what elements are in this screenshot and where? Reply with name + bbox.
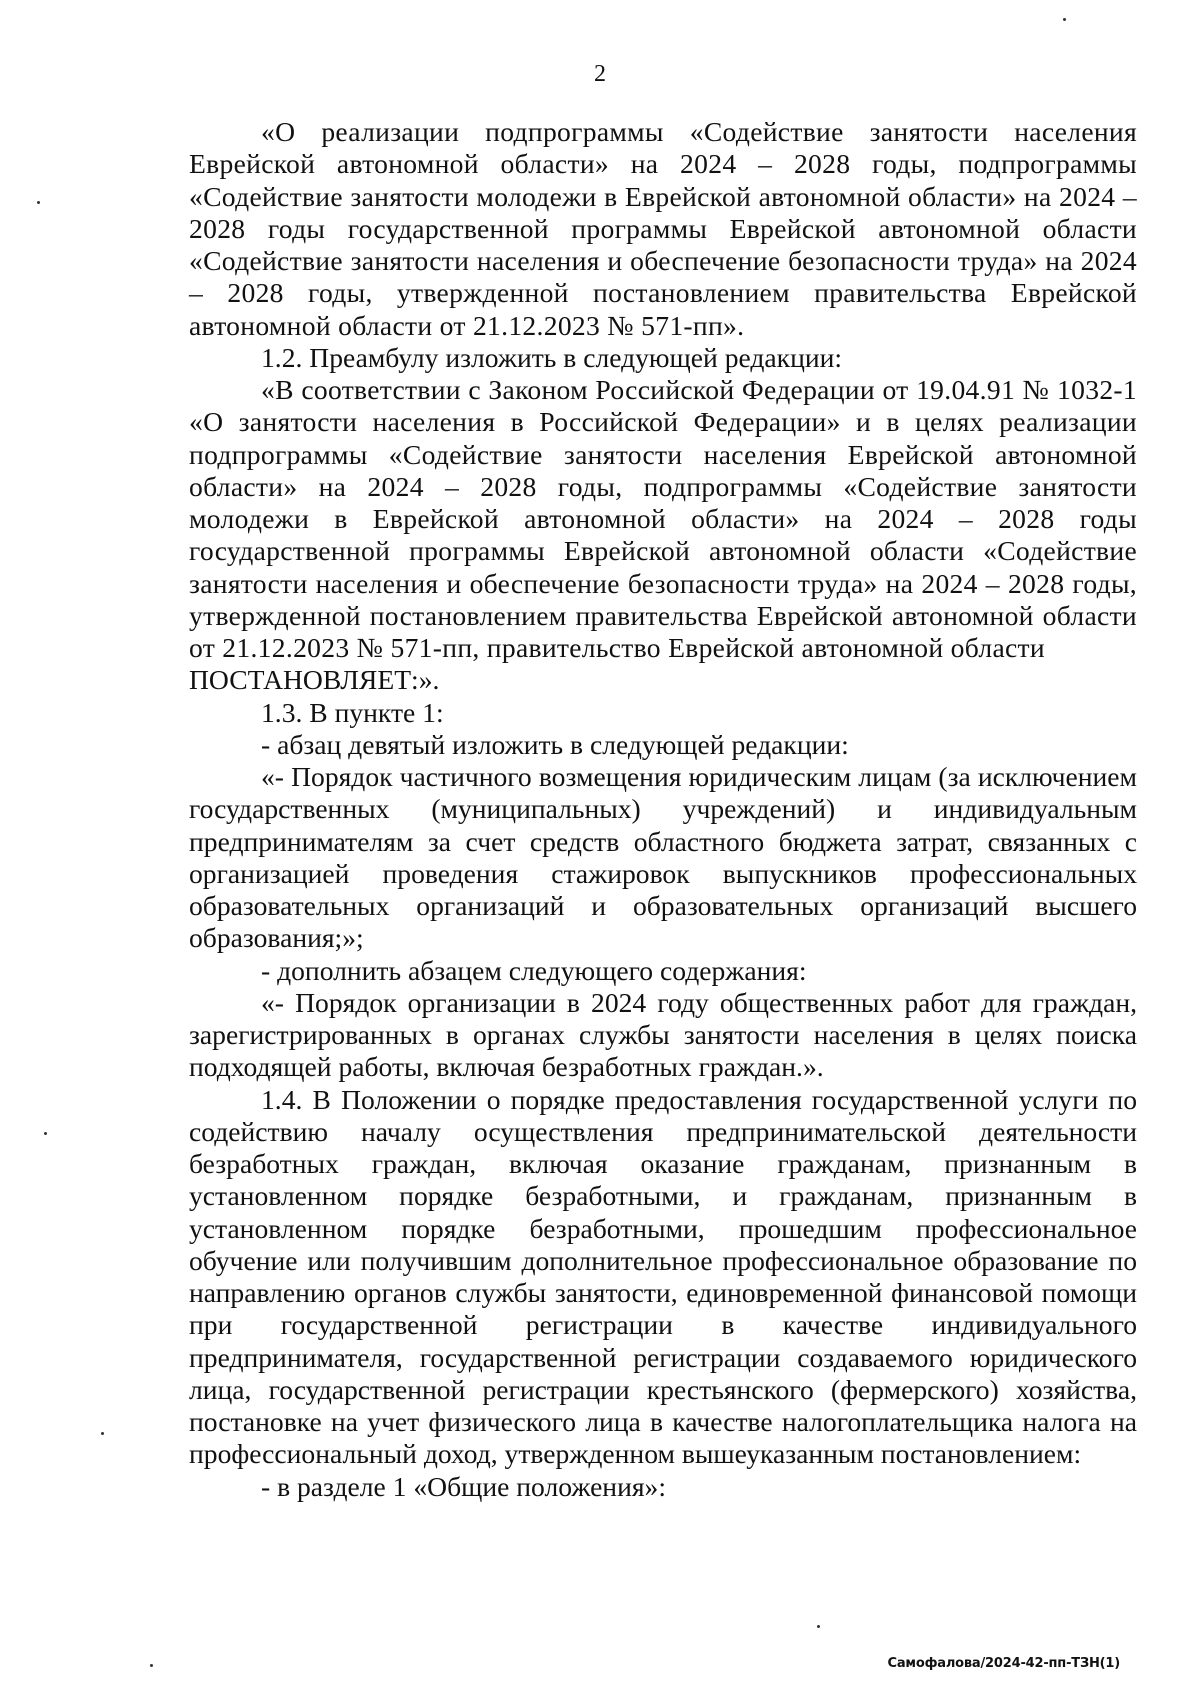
paragraph-public-works-order: «- Порядок организации в 2024 году общественных работ для граждан, зарегистрированных в органах службы занятости населения в целях поиска подходящей работы, включая безработных граждан.». [189,986,1137,1083]
footer-document-code: Самофалова/2024-42-пп-ТЗН(1) [887,1656,1120,1671]
paragraph-item-1-3: 1.3. В пункте 1: [261,696,444,728]
paragraph-preamble: «В соответствии с Законом Российской Федерации от 19.04.91 № 1032-1 «О занятости населения в Российской Федерации» и в целях реализации подпрограммы «Содействие занятости населения Еврейской автономной области» на 2024 – 2028 годы, подпрограммы «Содействие занятости молодежи в Еврейской автономной области» на 2024 – 2028 годы государственной программы Еврейской автономной области «Содействие занятости населения и обеспечение безопасности труда» на 2024 – 2028 годы, утвержденной постановлением правительства Еврейской автономной области от 21.12.2023 № 571-пп, правительство Еврейской автономной области [189,374,1137,663]
paragraph-item-1-2: 1.2. Преамбулу изложить в следующей редакции: [261,341,843,373]
document-body [189,116,1137,1503]
scan-speck [37,201,40,204]
page-number: 2 [594,61,606,87]
paragraph-resolves: ПОСТАНОВЛЯЕТ:». [189,664,440,696]
scan-speck [150,1664,153,1667]
scan-speck [44,1132,47,1135]
paragraph-subitem-ninth: - абзац девятый изложить в следующей редакции: [261,728,849,760]
paragraph-subitem-add: - дополнить абзацем следующего содержания: [261,954,807,986]
scan-speck [101,1432,104,1435]
paragraph-section-1: - в разделе 1 «Общие положения»: [261,1470,666,1502]
paragraph-item-1-4: 1.4. В Положении о порядке предоставления государственной услуги по содействию началу осуществления предпринимательской деятельности безработных граждан, включая оказание гражданам, признанным в установленном порядке безработными, и гражданам, признанным в установленном порядке безработными, прошедшим профессиональное обучение или получившим дополнительное профессиональное образование по направлению органов службы занятости, единовременной финансовой помощи при государственной регистрации в качестве индивидуального предпринимателя, государственной регистрации создаваемого юридического лица, государственной регистрации крестьянского (фермерского) хозяйства, постановке на учет физического лица в качестве налогоплательщика налога на профессиональный доход, утвержденном вышеуказанным постановлением: [189,1083,1137,1470]
scan-speck [817,1625,820,1628]
scan-speck [1063,18,1066,21]
paragraph-reimbursement-order: «- Порядок частичного возмещения юридическим лицам (за исключением государственных (муниципальных) учреждений) и индивидуальным предпринимателям за счет средств областного бюджета затрат, связанных с организацией проведения стажировок выпускников профессиональных образовательных организаций и образовательных организаций высшего образования;»; [189,761,1137,954]
paragraph-resolution-title: «О реализации подпрограммы «Содействие занятости населения Еврейской автономной области» на 2024 – 2028 годы, подпрограммы «Содействие занятости молодежи в Еврейской автономной области» на 2024 – 2028 годы государственной программы Еврейской автономной области «Содействие занятости населения и обеспечение безопасности труда» на 2024 – 2028 годы, утвержденной постановлением правительства Еврейской автономной области от 21.12.2023 № 571-пп». [189,116,1137,341]
